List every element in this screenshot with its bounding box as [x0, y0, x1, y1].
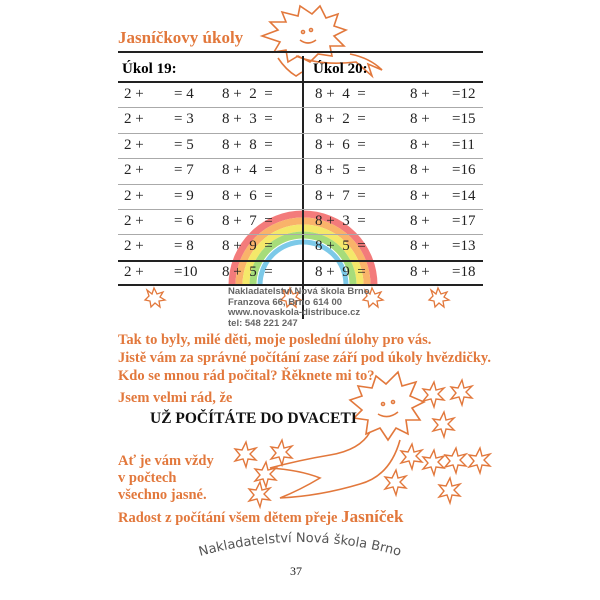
row-divider [118, 234, 483, 235]
message-line: Tak to byly, milé děti, moje poslední úlohy pro vás. [118, 332, 432, 348]
equation-left-a: 2 + [124, 162, 144, 179]
equation-left-b: 8 + 8 = [222, 136, 273, 153]
equation-right-a: 8 + 7 = [315, 187, 366, 204]
equation-left-a-result: =10 [174, 263, 198, 280]
equation-right-a: 8 + 4 = [315, 86, 366, 102]
equation-left-a-result: = 7 [174, 162, 194, 179]
message-line: Jistě vám za správné počítání zase září pod úkoly hvězdičky. [118, 350, 491, 366]
star-icon [145, 288, 165, 307]
equation-left-b: 8 + 2 = [222, 86, 273, 102]
equation-right-b-result: =16 [452, 162, 476, 179]
wish-line: v počtech [118, 470, 177, 486]
equation-right-b-result: =11 [452, 136, 475, 153]
message-line: Kdo se mnou rád počital? Řěknete mi to? [118, 368, 375, 384]
equation-right-b-result: =12 [452, 86, 476, 102]
equation-left-a: 2 + [124, 111, 144, 128]
wish-line: všechno jasné. [118, 487, 207, 503]
equation-left-a-result: = 8 [174, 238, 194, 255]
equation-right-a: 8 + 5 = [315, 238, 366, 255]
equation-right-b: 8 + [410, 136, 430, 153]
row-divider [118, 107, 483, 108]
task-19-heading: Úkol 19: [122, 61, 177, 77]
row-divider [118, 158, 483, 159]
equation-right-a: 8 + 3 = [315, 213, 366, 229]
equation-left-a-result: = 5 [174, 136, 194, 153]
publisher-tel: tel: 548 221 247 [228, 317, 298, 329]
equation-right-b-result: =14 [452, 187, 476, 204]
divider [118, 81, 483, 83]
equation-right-b: 8 + [410, 213, 430, 229]
equation-right-b: 8 + [410, 263, 430, 280]
equation-left-a-result: = 9 [174, 187, 194, 204]
row-divider [118, 184, 483, 185]
row-divider [118, 133, 483, 134]
equation-left-a: 2 + [124, 86, 144, 102]
watermark-text: Nakladatelství Nová škola Brno [197, 530, 403, 560]
equation-right-a: 8 + 2 = [315, 111, 366, 128]
publisher-web: www.novaskola-distribuce.cz [228, 307, 361, 318]
column-divider [302, 56, 304, 319]
equation-left-a: 2 + [124, 263, 144, 280]
equation-left-b: 8 + 4 = [222, 162, 273, 179]
equation-right-b: 8 + [410, 162, 430, 179]
equation-left-a: 2 + [124, 136, 144, 153]
equation-right-b-result: =17 [452, 213, 476, 229]
star-icon [429, 288, 449, 307]
equation-right-b: 8 + [410, 86, 430, 102]
divider [118, 51, 483, 53]
wish-text [118, 453, 214, 504]
equation-left-b: 8 + 7 = [222, 213, 273, 229]
equation-left-a: 2 + [124, 213, 144, 229]
page-number: 37 [290, 564, 302, 578]
closing-text: Radost z počítání všem dětem přeje [118, 510, 338, 526]
equation-left-a: 2 + [124, 187, 144, 204]
closing-line [118, 508, 403, 527]
equation-right-b-result: =18 [452, 263, 476, 280]
signature: Jasníček [341, 507, 404, 526]
row-divider [118, 209, 483, 210]
equation-right-a: 8 + 6 = [315, 136, 366, 153]
task-20-heading: Úkol 20: [313, 61, 368, 77]
publisher-address: Franzova 66, Brno 614 00 [228, 296, 343, 308]
star-icons-cluster [235, 380, 490, 507]
equation-right-a: 8 + 9 = [315, 263, 366, 280]
equation-right-b: 8 + [410, 238, 430, 255]
equation-left-a-result: = 6 [174, 213, 194, 229]
flying-sun-icon [270, 372, 424, 498]
row-divider [118, 260, 483, 262]
wish-line: Ať je vám vždy [118, 453, 214, 469]
equation-right-a: 8 + 5 = [315, 162, 366, 179]
equation-left-a-result: = 3 [174, 111, 194, 128]
equation-right-b-result: =13 [452, 238, 476, 255]
equation-right-b-result: =15 [452, 111, 476, 128]
equation-left-b: 8 + 5 = [222, 263, 273, 280]
headline: UŽ POČÍTÁTE DO DVACETI [150, 410, 357, 427]
equation-left-b: 8 + 3 = [222, 111, 273, 128]
equation-left-a-result: = 4 [174, 86, 194, 102]
message-paragraph [118, 331, 491, 385]
publisher-info [228, 287, 370, 329]
intro-text: Jsem velmi rád, že [118, 390, 233, 406]
equation-left-a: 2 + [124, 238, 144, 255]
equation-right-b: 8 + [410, 187, 430, 204]
equation-right-b: 8 + [410, 111, 430, 128]
publisher-name: Nakladatelství Nová škola Brno [228, 286, 370, 297]
page-title: Jasníčkovy úkoly [118, 28, 244, 47]
equation-left-b: 8 + 9 = [222, 238, 273, 255]
equation-left-b: 8 + 6 = [222, 187, 273, 204]
